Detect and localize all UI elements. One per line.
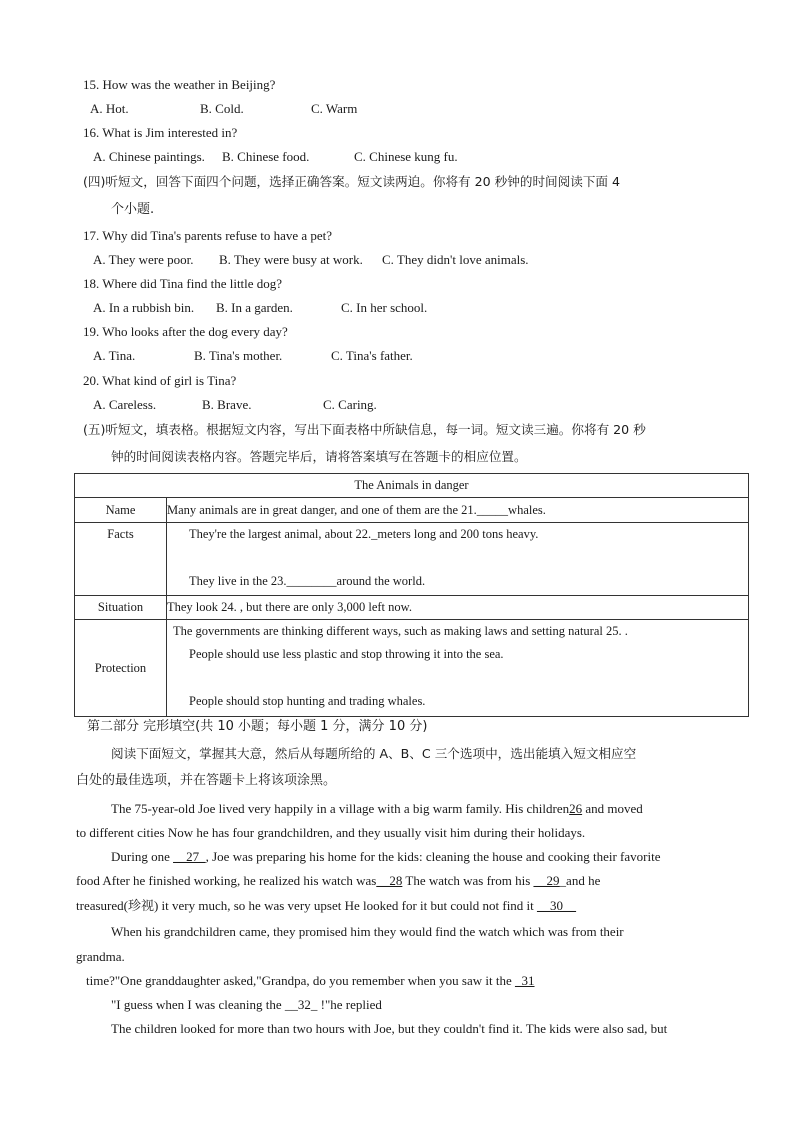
q15-option-a: A. Hot.	[90, 101, 129, 116]
row-content-name	[167, 498, 749, 523]
blank-31: _31	[515, 973, 535, 988]
part2-instruction: 阅读下面短文，掌握其大意，然后从每题所给的 A、B、C 三个选项中，选出能填入短文相应空	[111, 746, 637, 761]
para2-text-f: treasured(珍视) it very much, so he was very upset He looked for it but could not find it	[76, 898, 538, 913]
para1-line2: to different cities Now he has four grandchildren, and they usually visit him during their holidays.	[76, 825, 586, 840]
q15-option-b: B. Cold.	[200, 101, 244, 116]
blank-28: __28	[376, 873, 403, 888]
section4-instruction-cont: 个小题.	[111, 202, 155, 217]
para2-line3	[76, 898, 576, 914]
row-content-protection	[167, 620, 749, 717]
q17-option-a: A. They were poor.	[93, 252, 194, 267]
facts-line-2: They live in the 23.________around the world.	[189, 574, 426, 588]
q19-option-a: A. Tina.	[93, 348, 136, 363]
blank-29: __29	[533, 873, 560, 888]
para1-text-b: and moved	[582, 801, 643, 816]
para1-text-a: The 75-year-old Joe lived very happily in a village with a big warm family. His children	[111, 801, 570, 816]
q16-text: 16. What is Jim interested in?	[83, 125, 238, 140]
animals-table	[74, 473, 749, 717]
blank-26: 26	[569, 801, 583, 816]
para4-line1	[86, 973, 535, 989]
para3-line2: grandma.	[76, 949, 125, 964]
para2-text-b: , Joe was preparing his home for the kids: cleaning the house and cooking their favorite	[205, 849, 661, 864]
para2-text-d: The watch was from his	[402, 873, 534, 888]
section4-instruction: (四)听短文，回答下面四个问题，选择正确答案。短文读两迫。你将有 20 秒钟的时间阅读下面 4	[83, 174, 621, 189]
section5-instruction-cont: 钟的时间阅读表格内容。答题完毕后，请将答案填写在答题卡的相应位置。	[111, 449, 527, 464]
facts-line-1: They're the largest animal, about 22._meters long and 200 tons heavy.	[189, 527, 539, 541]
para5-line1: "I guess when I was cleaning the __32_ !"he replied	[111, 997, 382, 1012]
blank-27: __27_	[173, 849, 206, 864]
q18-option-b: B. In a garden.	[216, 300, 293, 315]
para6-line1: The children looked for more than two hours with Joe, but they couldn't find it. The kids were also sad, but	[111, 1021, 668, 1036]
q20-text: 20. What kind of girl is Tina?	[83, 373, 237, 388]
para2-text-a: During one	[111, 849, 174, 864]
q15-text: 15. How was the weather in Beijing?	[83, 77, 276, 92]
para2-text-e: _and he	[559, 873, 601, 888]
q20-option-c: C. Caring.	[323, 397, 377, 412]
blank-30: __30__	[537, 898, 577, 913]
name-line: Many animals are in great danger, and one of them are the 21._____whales.	[167, 502, 546, 517]
section5-instruction: (五)听短文，填表格。根据短文内容，写出下面表格中所缺信息，每一词。短文读三遍。你将有 20 秒	[83, 422, 646, 437]
q20-option-a: A. Careless.	[93, 397, 157, 412]
para2-line1	[111, 849, 660, 865]
part2-instruction-cont: 白处的最佳选项，并在答题卡上将该项涂黑。	[76, 773, 337, 788]
q15-option-c: C. Warm	[311, 101, 358, 116]
q18-option-a: A. In a rubbish bin.	[93, 300, 195, 315]
para4-text: time?"One granddaughter asked,"Grandpa, do you remember when you saw it the	[86, 973, 516, 988]
q19-text: 19. Who looks after the dog every day?	[83, 324, 288, 339]
q16-option-c: C. Chinese kung fu.	[354, 149, 458, 164]
situation-line: They look 24. , but there are only 3,000 left now.	[167, 596, 749, 620]
protection-line-3: People should stop hunting and trading whales.	[189, 694, 426, 708]
q18-option-c: C. In her school.	[341, 300, 428, 315]
q16-option-a: A. Chinese paintings.	[93, 149, 205, 164]
row-label-situation: Situation	[75, 596, 167, 620]
q17-option-b: B. They were busy at work.	[219, 252, 363, 267]
para1-line1	[111, 801, 643, 817]
q19-option-b: B. Tina's mother.	[194, 348, 283, 363]
q19-option-c: C. Tina's father.	[331, 348, 413, 363]
table-title: The Animals in danger	[75, 474, 749, 498]
para3-line1: When his grandchildren came, they promised him they would find the watch which was from their	[111, 924, 624, 939]
protection-line-2: People should use less plastic and stop throwing it into the sea.	[189, 647, 504, 661]
para2-line2	[76, 873, 600, 889]
q16-option-b: B. Chinese food.	[222, 149, 310, 164]
part2-heading: 第二部分 完形填空(共 10 小题；每小题 1 分，满分 10 分)	[87, 719, 428, 734]
row-content-facts	[167, 523, 749, 596]
row-label-facts: Facts	[75, 523, 167, 596]
protection-line-1: The governments are thinking different ways, such as making laws and setting natural 25. .	[173, 624, 628, 638]
row-label-name: Name	[75, 498, 167, 523]
q20-option-b: B. Brave.	[202, 397, 252, 412]
para2-text-c: food After he finished working, he realized his watch was	[76, 873, 377, 888]
q18-text: 18. Where did Tina find the little dog?	[83, 276, 283, 291]
q17-option-c: C. They didn't love animals.	[382, 252, 529, 267]
q17-text: 17. Why did Tina's parents refuse to have a pet?	[83, 228, 333, 243]
row-label-protection: Protection	[75, 620, 167, 717]
